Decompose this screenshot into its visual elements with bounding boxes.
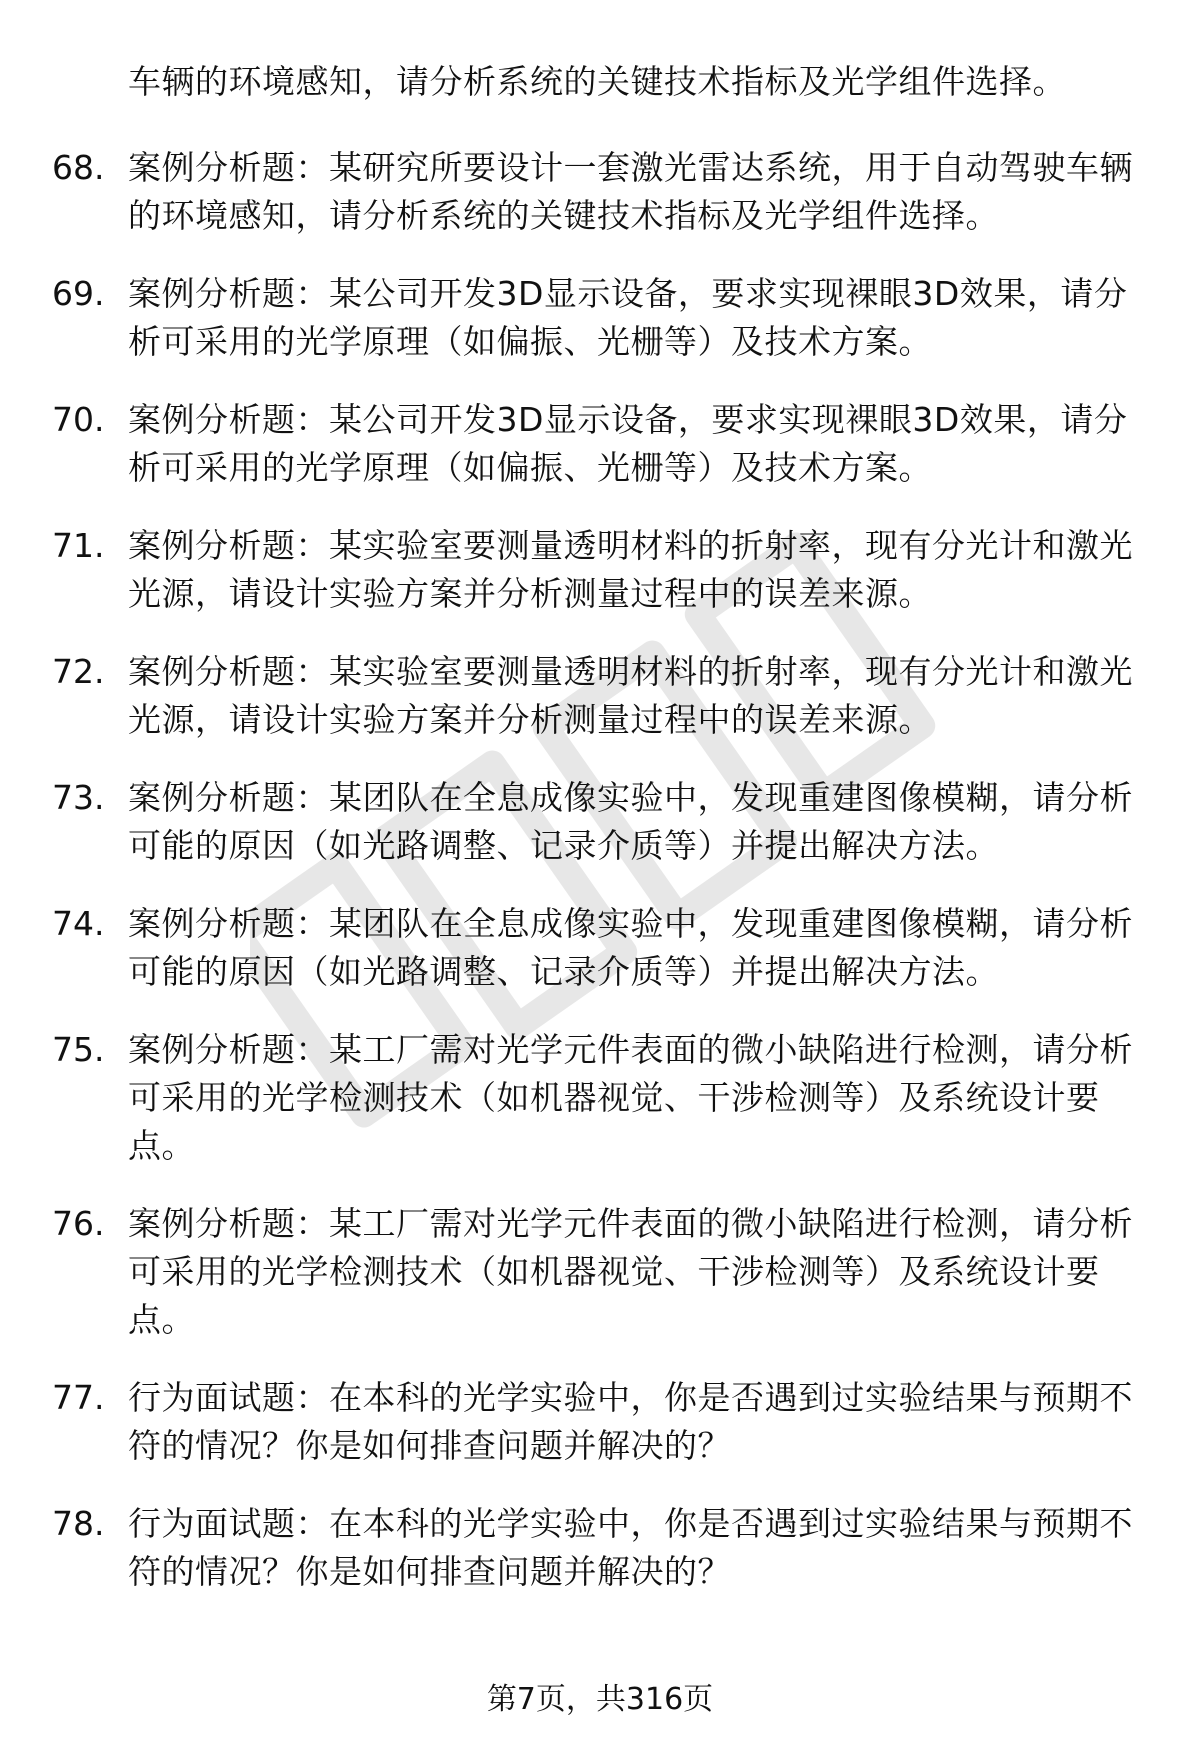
question-item <box>0 1026 1200 1170</box>
question-text: 行为面试题：在本科的光学实验中，你是否遇到过实验结果与预期不符的情况？你是如何排查问题并解决的？ <box>128 1504 1133 1591</box>
question-number: 78. <box>52 1504 105 1543</box>
question-item <box>0 900 1200 996</box>
question-text: 案例分析题：某实验室要测量透明材料的折射率，现有分光计和激光光源，请设计实验方案并分析测量过程中的误差来源。 <box>128 652 1133 739</box>
question-number: 73. <box>52 778 105 817</box>
question-text: 案例分析题：某实验室要测量透明材料的折射率，现有分光计和激光光源，请设计实验方案并分析测量过程中的误差来源。 <box>128 526 1133 613</box>
question-number: 74. <box>52 904 105 943</box>
question-text: 案例分析题：某工厂需对光学元件表面的微小缺陷进行检测，请分析可采用的光学检测技术（如机器视觉、干涉检测等）及系统设计要点。 <box>128 1204 1133 1339</box>
question-item <box>0 1200 1200 1344</box>
question-number: 70. <box>52 400 105 439</box>
question-item <box>0 396 1200 492</box>
question-item <box>0 270 1200 366</box>
question-item <box>0 522 1200 618</box>
question-item <box>0 774 1200 870</box>
question-number: 72. <box>52 652 105 691</box>
question-number: 77. <box>52 1378 105 1417</box>
question-item <box>0 1374 1200 1470</box>
question-text: 行为面试题：在本科的光学实验中，你是否遇到过实验结果与预期不符的情况？你是如何排查问题并解决的？ <box>128 1378 1133 1465</box>
continuation-text: 车辆的环境感知，请分析系统的关键技术指标及光学组件选择。 <box>128 62 1066 101</box>
question-item <box>0 1500 1200 1596</box>
question-number: 68. <box>52 148 105 187</box>
question-text: 案例分析题：某团队在全息成像实验中，发现重建图像模糊，请分析可能的原因（如光路调整、记录介质等）并提出解决方法。 <box>128 778 1133 865</box>
question-list <box>0 144 1200 1626</box>
question-text: 案例分析题：某研究所要设计一套激光雷达系统，用于自动驾驶车辆的环境感知，请分析系统的关键技术指标及光学组件选择。 <box>128 148 1133 235</box>
question-number: 76. <box>52 1204 105 1243</box>
question-number: 71. <box>52 526 105 565</box>
question-text: 案例分析题：某公司开发3D显示设备，要求实现裸眼3D效果，请分析可采用的光学原理（如偏振、光栅等）及技术方案。 <box>128 274 1128 361</box>
question-item <box>0 648 1200 744</box>
question-number: 69. <box>52 274 105 313</box>
question-text: 案例分析题：某公司开发3D显示设备，要求实现裸眼3D效果，请分析可采用的光学原理（如偏振、光栅等）及技术方案。 <box>128 400 1128 487</box>
question-number: 75. <box>52 1030 105 1069</box>
page-footer: 第7页，共316页 <box>486 1682 714 1717</box>
question-text: 案例分析题：某团队在全息成像实验中，发现重建图像模糊，请分析可能的原因（如光路调整、记录介质等）并提出解决方法。 <box>128 904 1133 991</box>
question-text: 案例分析题：某工厂需对光学元件表面的微小缺陷进行检测，请分析可采用的光学检测技术（如机器视觉、干涉检测等）及系统设计要点。 <box>128 1030 1133 1165</box>
question-item <box>0 144 1200 240</box>
